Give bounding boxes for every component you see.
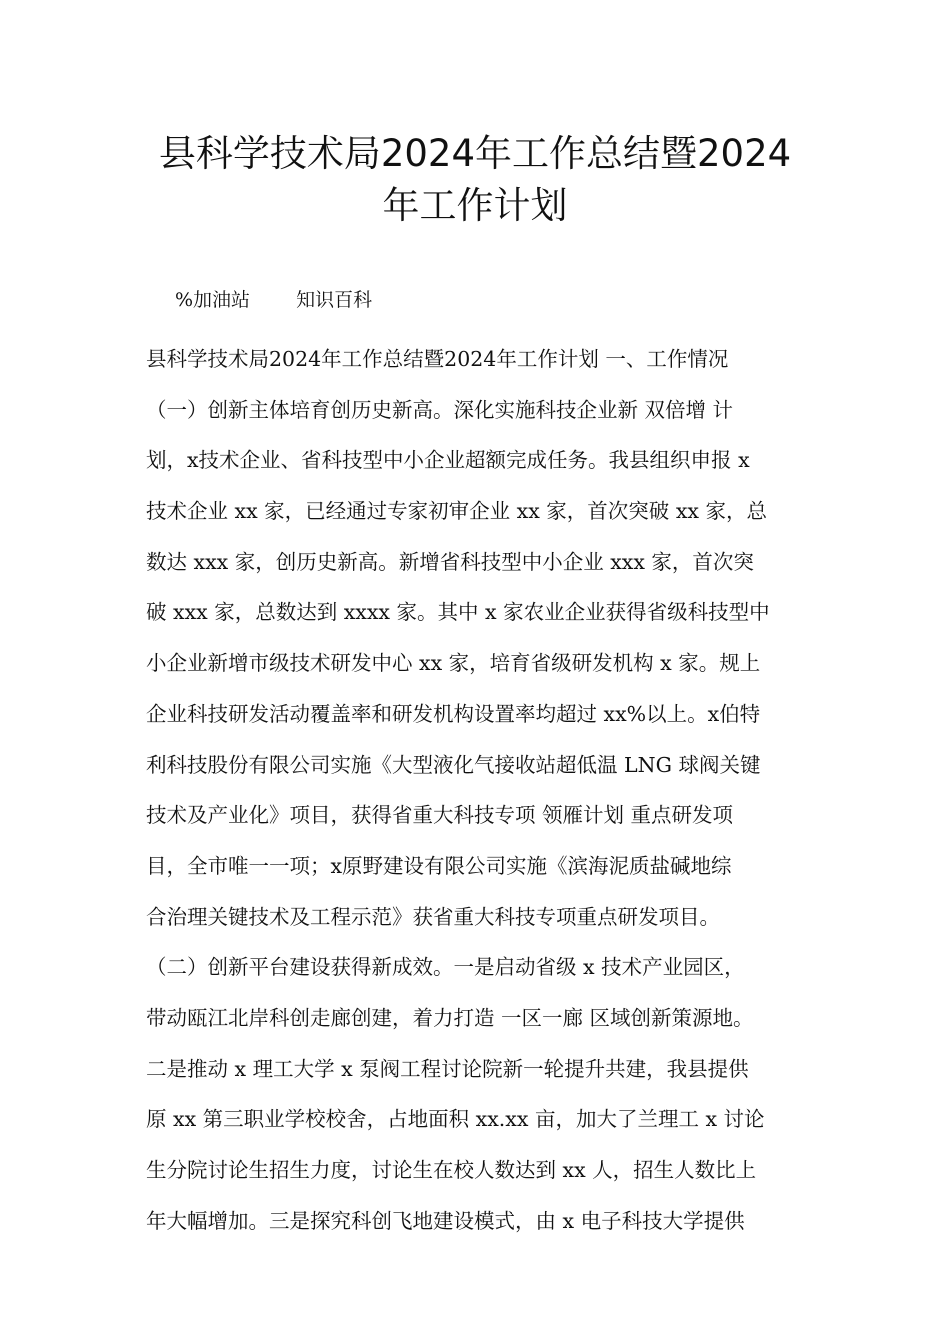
body-line: 技术企业 xx 家，已经通过专家初审企业 xx 家，首次突破 xx 家，总 <box>146 499 767 524</box>
body-line: 小企业新增市级技术研发中心 xx 家，培育省级研发机构 x 家。规上 <box>146 651 761 676</box>
title-line-2: 年工作计划 <box>382 184 568 227</box>
body-line: 二是推动 x 理工大学 x 泵阀工程讨论院新一轮提升共建，我县提供 <box>146 1056 749 1081</box>
body-line: 生分院讨论生招生力度，讨论生在校人数达到 xx 人，招生人数比上 <box>146 1158 757 1182</box>
body-line: （二）创新平台建设获得新成效。一是启动省级 x 技术产业园区， <box>146 955 745 980</box>
body-line: 带动瓯江北岸科创走廊创建，着力打造 一区一廊 区域创新策源地。 <box>146 1005 754 1030</box>
body-line: 原 xx 第三职业学校校舍，占地面积 xx.xx 亩，加大了兰理工 x 讨论 <box>146 1107 765 1132</box>
body-line: 县科学技术局2024年工作总结暨2024年工作计划 一、工作情况 <box>146 347 729 371</box>
document-title <box>100 128 850 232</box>
body-line: 年大幅增加。三是探究科创飞地建设模式，由 x 电子科技大学提供 <box>146 1208 745 1233</box>
body-line: 目，全市唯一一项；x原野建设有限公司实施《滨海泥质盐碱地综 <box>146 853 732 878</box>
body-line: 技术及产业化》项目，获得省重大科技专项 领雁计划 重点研发项 <box>146 803 734 828</box>
document-body <box>146 334 814 1246</box>
tag-row <box>175 286 372 314</box>
tag-knowledge: 知识百科 <box>296 289 373 311</box>
body-line: 数达 xxx 家，创历史新高。新增省科技型中小企业 xxx 家，首次突 <box>146 549 754 574</box>
tag-gas-station: %加油站 <box>175 289 251 311</box>
title-line-1: 县科学技术局2024年工作总结暨2024 <box>158 132 792 175</box>
body-line: 利科技股份有限公司实施《大型液化气接收站超低温 LNG 球阀关键 <box>146 752 761 777</box>
body-line: 破 xxx 家，总数达到 xxxx 家。其中 x 家农业企业获得省级科技型中 <box>146 600 770 625</box>
body-line: 划，x技术企业、省科技型中小企业超额完成任务。我县组织申报 x <box>146 448 750 473</box>
body-line: 企业科技研发活动覆盖率和研发机构设置率均超过 xx%以上。x伯特 <box>146 701 761 726</box>
body-line: 合治理关键技术及工程示范》获省重大科技专项重点研发项目。 <box>146 904 720 929</box>
body-line: （一）创新主体培育创历史新高。深化实施科技企业新 双倍增 计 <box>146 397 734 422</box>
